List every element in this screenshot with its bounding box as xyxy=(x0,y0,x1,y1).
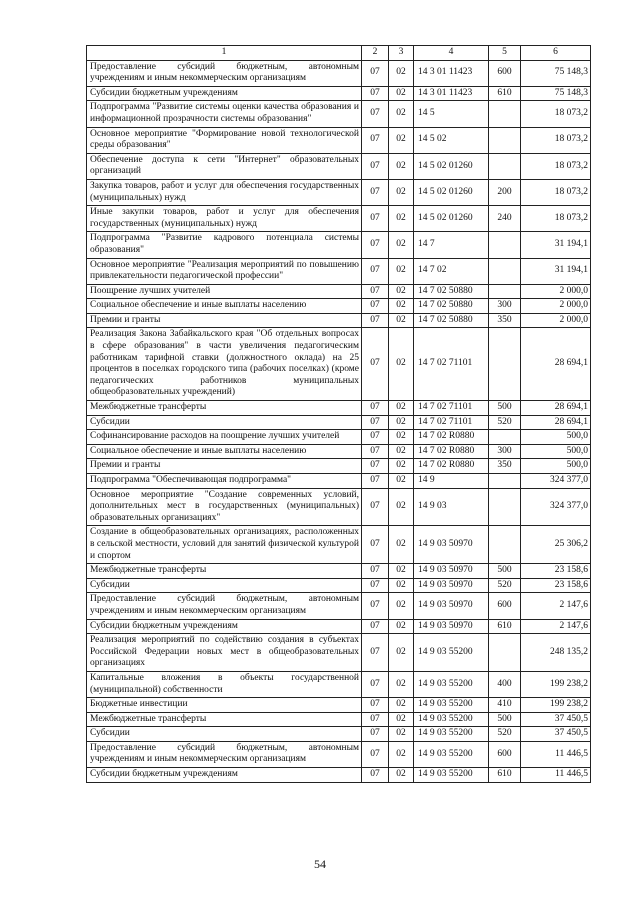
subsection-code-cell: 02 xyxy=(389,578,414,593)
section-code-cell: 07 xyxy=(362,206,389,232)
expense-name-cell: Основное мероприятие "Создание современных условий, дополнительных мест в государственных (муниципальных) образовательных организациях" xyxy=(87,488,362,526)
amount-cell: 199 238,2 xyxy=(521,671,591,697)
subsection-code-cell: 02 xyxy=(389,101,414,127)
expense-type-cell: 500 xyxy=(489,712,521,727)
expense-name-cell: Субсидии xyxy=(87,578,362,593)
target-article-cell: 14 7 02 50880 xyxy=(414,299,489,314)
subsection-code-cell: 02 xyxy=(389,127,414,153)
subsection-code-cell: 02 xyxy=(389,232,414,258)
target-article-cell: 14 3 01 11423 xyxy=(414,86,489,101)
expense-name-cell: Подпрограмма "Обеспечивающая подпрограмма" xyxy=(87,474,362,489)
expense-type-cell: 520 xyxy=(489,727,521,742)
section-code-cell: 07 xyxy=(362,86,389,101)
subsection-code-cell: 02 xyxy=(389,619,414,634)
expense-name-cell: Предоставление субсидий бюджетным, автономным учреждениям и иным некоммерческим организациям xyxy=(87,593,362,619)
target-article-cell: 14 9 03 55200 xyxy=(414,727,489,742)
expense-name-cell: Субсидии xyxy=(87,727,362,742)
table-header-row xyxy=(87,46,591,61)
amount-cell: 18 073,2 xyxy=(521,179,591,205)
section-code-cell: 07 xyxy=(362,153,389,179)
amount-cell: 18 073,2 xyxy=(521,206,591,232)
subsection-code-cell: 02 xyxy=(389,179,414,205)
table-row xyxy=(87,401,591,416)
target-article-cell: 14 9 03 55200 xyxy=(414,634,489,672)
section-code-cell: 07 xyxy=(362,401,389,416)
expense-name-cell: Подпрограмма "Развитие системы оценки качества образования и информационной прозрачности системы образования" xyxy=(87,101,362,127)
section-code-cell: 07 xyxy=(362,313,389,328)
table-row xyxy=(87,153,591,179)
expense-type-cell: 300 xyxy=(489,299,521,314)
table-row xyxy=(87,299,591,314)
table-row xyxy=(87,741,591,767)
target-article-cell: 14 3 01 11423 xyxy=(414,60,489,86)
amount-cell: 28 694,1 xyxy=(521,415,591,430)
section-code-cell: 07 xyxy=(362,299,389,314)
amount-cell: 324 377,0 xyxy=(521,474,591,489)
expense-type-cell xyxy=(489,474,521,489)
expense-name-cell: Реализация Закона Забайкальского края "Об отдельных вопросах в сфере образования" в части увеличения педагогическим работникам тарифной ставки (должностного оклада) на 25 процентов в поселках городского типа (рабочих поселках) (кроме педагогических работников муниципальных общеобразовательных учреждений) xyxy=(87,328,362,401)
target-article-cell: 14 9 03 xyxy=(414,488,489,526)
expense-type-cell: 200 xyxy=(489,179,521,205)
expense-type-cell: 410 xyxy=(489,698,521,713)
expense-type-cell xyxy=(489,232,521,258)
table-row xyxy=(87,459,591,474)
subsection-code-cell: 02 xyxy=(389,444,414,459)
expense-name-cell: Закупка товаров, работ и услуг для обеспечения государственных (муниципальных) нужд xyxy=(87,179,362,205)
expense-name-cell: Бюджетные инвестиции xyxy=(87,698,362,713)
section-code-cell: 07 xyxy=(362,415,389,430)
header-cell-4: 4 xyxy=(414,46,489,61)
target-article-cell: 14 7 xyxy=(414,232,489,258)
target-article-cell: 14 9 03 55200 xyxy=(414,741,489,767)
table-row xyxy=(87,60,591,86)
table-row xyxy=(87,474,591,489)
expense-type-cell: 610 xyxy=(489,619,521,634)
table-row xyxy=(87,698,591,713)
subsection-code-cell: 02 xyxy=(389,526,414,564)
amount-cell: 25 306,2 xyxy=(521,526,591,564)
section-code-cell: 07 xyxy=(362,619,389,634)
subsection-code-cell: 02 xyxy=(389,727,414,742)
expense-type-cell: 500 xyxy=(489,564,521,579)
expense-type-cell: 350 xyxy=(489,459,521,474)
target-article-cell: 14 5 02 01260 xyxy=(414,153,489,179)
table-row xyxy=(87,444,591,459)
table-row xyxy=(87,727,591,742)
section-code-cell: 07 xyxy=(362,444,389,459)
section-code-cell: 07 xyxy=(362,284,389,299)
expense-name-cell: Обеспечение доступа к сети "Интернет" образовательных организаций xyxy=(87,153,362,179)
amount-cell: 2 000,0 xyxy=(521,284,591,299)
table-row xyxy=(87,127,591,153)
expense-type-cell: 400 xyxy=(489,671,521,697)
amount-cell: 500,0 xyxy=(521,444,591,459)
amount-cell: 2 000,0 xyxy=(521,313,591,328)
section-code-cell: 07 xyxy=(362,232,389,258)
section-code-cell: 07 xyxy=(362,564,389,579)
section-code-cell: 07 xyxy=(362,60,389,86)
table-row xyxy=(87,232,591,258)
table-row xyxy=(87,578,591,593)
target-article-cell: 14 7 02 71101 xyxy=(414,401,489,416)
expense-type-cell: 520 xyxy=(489,578,521,593)
target-article-cell: 14 7 02 R0880 xyxy=(414,459,489,474)
subsection-code-cell: 02 xyxy=(389,698,414,713)
table-row xyxy=(87,671,591,697)
target-article-cell: 14 7 02 50880 xyxy=(414,284,489,299)
table-row xyxy=(87,101,591,127)
section-code-cell: 07 xyxy=(362,258,389,284)
table-row xyxy=(87,86,591,101)
section-code-cell: 07 xyxy=(362,430,389,445)
section-code-cell: 07 xyxy=(362,593,389,619)
target-article-cell: 14 9 03 55200 xyxy=(414,768,489,783)
expense-type-cell xyxy=(489,127,521,153)
target-article-cell: 14 9 03 55200 xyxy=(414,698,489,713)
expense-name-cell: Основное мероприятие "Реализация мероприятий по повышению привлекательности педагогической профессии" xyxy=(87,258,362,284)
expense-type-cell: 520 xyxy=(489,415,521,430)
amount-cell: 18 073,2 xyxy=(521,101,591,127)
section-code-cell: 07 xyxy=(362,459,389,474)
amount-cell: 28 694,1 xyxy=(521,328,591,401)
subsection-code-cell: 02 xyxy=(389,86,414,101)
expense-name-cell: Софинансирование расходов на поощрение лучших учителей xyxy=(87,430,362,445)
subsection-code-cell: 02 xyxy=(389,768,414,783)
amount-cell: 18 073,2 xyxy=(521,153,591,179)
expense-name-cell: Субсидии xyxy=(87,415,362,430)
subsection-code-cell: 02 xyxy=(389,60,414,86)
expense-type-cell xyxy=(489,634,521,672)
target-article-cell: 14 5 02 01260 xyxy=(414,179,489,205)
page-number: 54 xyxy=(314,857,326,871)
expense-name-cell: Капитальные вложения в объекты государственной (муниципальной) собственности xyxy=(87,671,362,697)
subsection-code-cell: 02 xyxy=(389,313,414,328)
expense-name-cell: Основное мероприятие "Формирование новой технологической среды образования" xyxy=(87,127,362,153)
subsection-code-cell: 02 xyxy=(389,593,414,619)
expense-type-cell xyxy=(489,284,521,299)
target-article-cell: 14 7 02 R0880 xyxy=(414,430,489,445)
table-row xyxy=(87,284,591,299)
expense-name-cell: Иные закупки товаров, работ и услуг для обеспечения государственных (муниципальных) нужд xyxy=(87,206,362,232)
table-body xyxy=(87,46,591,783)
expense-name-cell: Премии и гранты xyxy=(87,459,362,474)
amount-cell: 37 450,5 xyxy=(521,712,591,727)
expense-type-cell: 610 xyxy=(489,768,521,783)
amount-cell: 199 238,2 xyxy=(521,698,591,713)
expense-type-cell xyxy=(489,101,521,127)
expense-type-cell: 240 xyxy=(489,206,521,232)
expense-type-cell: 600 xyxy=(489,741,521,767)
expense-type-cell: 300 xyxy=(489,444,521,459)
expense-name-cell: Субсидии бюджетным учреждениям xyxy=(87,86,362,101)
subsection-code-cell: 02 xyxy=(389,206,414,232)
header-cell-1: 1 xyxy=(87,46,362,61)
table-row xyxy=(87,488,591,526)
table-row xyxy=(87,313,591,328)
subsection-code-cell: 02 xyxy=(389,258,414,284)
table-row xyxy=(87,415,591,430)
expense-type-cell xyxy=(489,153,521,179)
expense-name-cell: Премии и гранты xyxy=(87,313,362,328)
section-code-cell: 07 xyxy=(362,727,389,742)
amount-cell: 2 147,6 xyxy=(521,593,591,619)
target-article-cell: 14 9 03 55200 xyxy=(414,712,489,727)
section-code-cell: 07 xyxy=(362,526,389,564)
target-article-cell: 14 5 02 xyxy=(414,127,489,153)
subsection-code-cell: 02 xyxy=(389,634,414,672)
expense-name-cell: Социальное обеспечение и иные выплаты населению xyxy=(87,444,362,459)
amount-cell: 18 073,2 xyxy=(521,127,591,153)
expense-type-cell xyxy=(489,328,521,401)
target-article-cell: 14 7 02 R0880 xyxy=(414,444,489,459)
expense-type-cell: 500 xyxy=(489,401,521,416)
table-row xyxy=(87,593,591,619)
section-code-cell: 07 xyxy=(362,698,389,713)
header-cell-2: 2 xyxy=(362,46,389,61)
expense-name-cell: Межбюджетные трансферты xyxy=(87,564,362,579)
amount-cell: 500,0 xyxy=(521,459,591,474)
amount-cell: 75 148,3 xyxy=(521,86,591,101)
expense-type-cell: 600 xyxy=(489,60,521,86)
expense-type-cell xyxy=(489,430,521,445)
target-article-cell: 14 9 03 50970 xyxy=(414,526,489,564)
amount-cell: 31 194,1 xyxy=(521,258,591,284)
amount-cell: 28 694,1 xyxy=(521,401,591,416)
amount-cell: 23 158,6 xyxy=(521,578,591,593)
subsection-code-cell: 02 xyxy=(389,488,414,526)
section-code-cell: 07 xyxy=(362,741,389,767)
target-article-cell: 14 7 02 50880 xyxy=(414,313,489,328)
expense-type-cell: 350 xyxy=(489,313,521,328)
header-cell-5: 5 xyxy=(489,46,521,61)
section-code-cell: 07 xyxy=(362,768,389,783)
target-article-cell: 14 9 03 50970 xyxy=(414,564,489,579)
expense-type-cell: 610 xyxy=(489,86,521,101)
subsection-code-cell: 02 xyxy=(389,712,414,727)
expense-name-cell: Реализация мероприятий по содействию создания в субъектах Российской Федерации новых мест в общеобразовательных организациях xyxy=(87,634,362,672)
subsection-code-cell: 02 xyxy=(389,284,414,299)
target-article-cell: 14 9 03 50970 xyxy=(414,578,489,593)
amount-cell: 23 158,6 xyxy=(521,564,591,579)
table-row xyxy=(87,619,591,634)
section-code-cell: 07 xyxy=(362,474,389,489)
section-code-cell: 07 xyxy=(362,179,389,205)
table-row xyxy=(87,328,591,401)
amount-cell: 37 450,5 xyxy=(521,727,591,742)
subsection-code-cell: 02 xyxy=(389,401,414,416)
table-row xyxy=(87,634,591,672)
amount-cell: 500,0 xyxy=(521,430,591,445)
section-code-cell: 07 xyxy=(362,712,389,727)
target-article-cell: 14 7 02 xyxy=(414,258,489,284)
section-code-cell: 07 xyxy=(362,328,389,401)
subsection-code-cell: 02 xyxy=(389,741,414,767)
section-code-cell: 07 xyxy=(362,671,389,697)
amount-cell: 11 446,5 xyxy=(521,768,591,783)
subsection-code-cell: 02 xyxy=(389,299,414,314)
table-row xyxy=(87,768,591,783)
target-article-cell: 14 5 xyxy=(414,101,489,127)
amount-cell: 31 194,1 xyxy=(521,232,591,258)
expense-name-cell: Субсидии бюджетным учреждениям xyxy=(87,768,362,783)
target-article-cell: 14 9 03 50970 xyxy=(414,619,489,634)
target-article-cell: 14 7 02 71101 xyxy=(414,328,489,401)
table-row xyxy=(87,526,591,564)
expense-type-cell xyxy=(489,258,521,284)
amount-cell: 248 135,2 xyxy=(521,634,591,672)
expense-name-cell: Межбюджетные трансферты xyxy=(87,401,362,416)
subsection-code-cell: 02 xyxy=(389,415,414,430)
table-row xyxy=(87,179,591,205)
expense-name-cell: Межбюджетные трансферты xyxy=(87,712,362,727)
expense-type-cell: 600 xyxy=(489,593,521,619)
section-code-cell: 07 xyxy=(362,634,389,672)
target-article-cell: 14 9 03 50970 xyxy=(414,593,489,619)
table-row xyxy=(87,206,591,232)
target-article-cell: 14 9 03 55200 xyxy=(414,671,489,697)
amount-cell: 324 377,0 xyxy=(521,488,591,526)
table-row xyxy=(87,712,591,727)
expense-name-cell: Предоставление субсидий бюджетным, автономным учреждениям и иным некоммерческим организациям xyxy=(87,60,362,86)
section-code-cell: 07 xyxy=(362,488,389,526)
target-article-cell: 14 5 02 01260 xyxy=(414,206,489,232)
expense-type-cell xyxy=(489,488,521,526)
table-row xyxy=(87,258,591,284)
table-row xyxy=(87,564,591,579)
expense-name-cell: Предоставление субсидий бюджетным, автономным учреждениям и иным некоммерческим организациям xyxy=(87,741,362,767)
header-cell-6: 6 xyxy=(521,46,591,61)
subsection-code-cell: 02 xyxy=(389,430,414,445)
subsection-code-cell: 02 xyxy=(389,474,414,489)
amount-cell: 75 148,3 xyxy=(521,60,591,86)
expense-name-cell: Поощрение лучших учителей xyxy=(87,284,362,299)
expense-name-cell: Подпрограмма "Развитие кадрового потенциала системы образования" xyxy=(87,232,362,258)
target-article-cell: 14 7 02 71101 xyxy=(414,415,489,430)
target-article-cell: 14 9 xyxy=(414,474,489,489)
expense-name-cell: Субсидии бюджетным учреждениям xyxy=(87,619,362,634)
expense-type-cell xyxy=(489,526,521,564)
table-row xyxy=(87,430,591,445)
subsection-code-cell: 02 xyxy=(389,328,414,401)
section-code-cell: 07 xyxy=(362,578,389,593)
expense-name-cell: Социальное обеспечение и иные выплаты населению xyxy=(87,299,362,314)
section-code-cell: 07 xyxy=(362,101,389,127)
section-code-cell: 07 xyxy=(362,127,389,153)
amount-cell: 2 147,6 xyxy=(521,619,591,634)
subsection-code-cell: 02 xyxy=(389,671,414,697)
budget-table xyxy=(86,45,591,783)
subsection-code-cell: 02 xyxy=(389,153,414,179)
header-cell-3: 3 xyxy=(389,46,414,61)
amount-cell: 2 000,0 xyxy=(521,299,591,314)
subsection-code-cell: 02 xyxy=(389,564,414,579)
expense-name-cell: Создание в общеобразовательных организациях, расположенных в сельской местности, условий для занятий физической культурой и спортом xyxy=(87,526,362,564)
subsection-code-cell: 02 xyxy=(389,459,414,474)
amount-cell: 11 446,5 xyxy=(521,741,591,767)
